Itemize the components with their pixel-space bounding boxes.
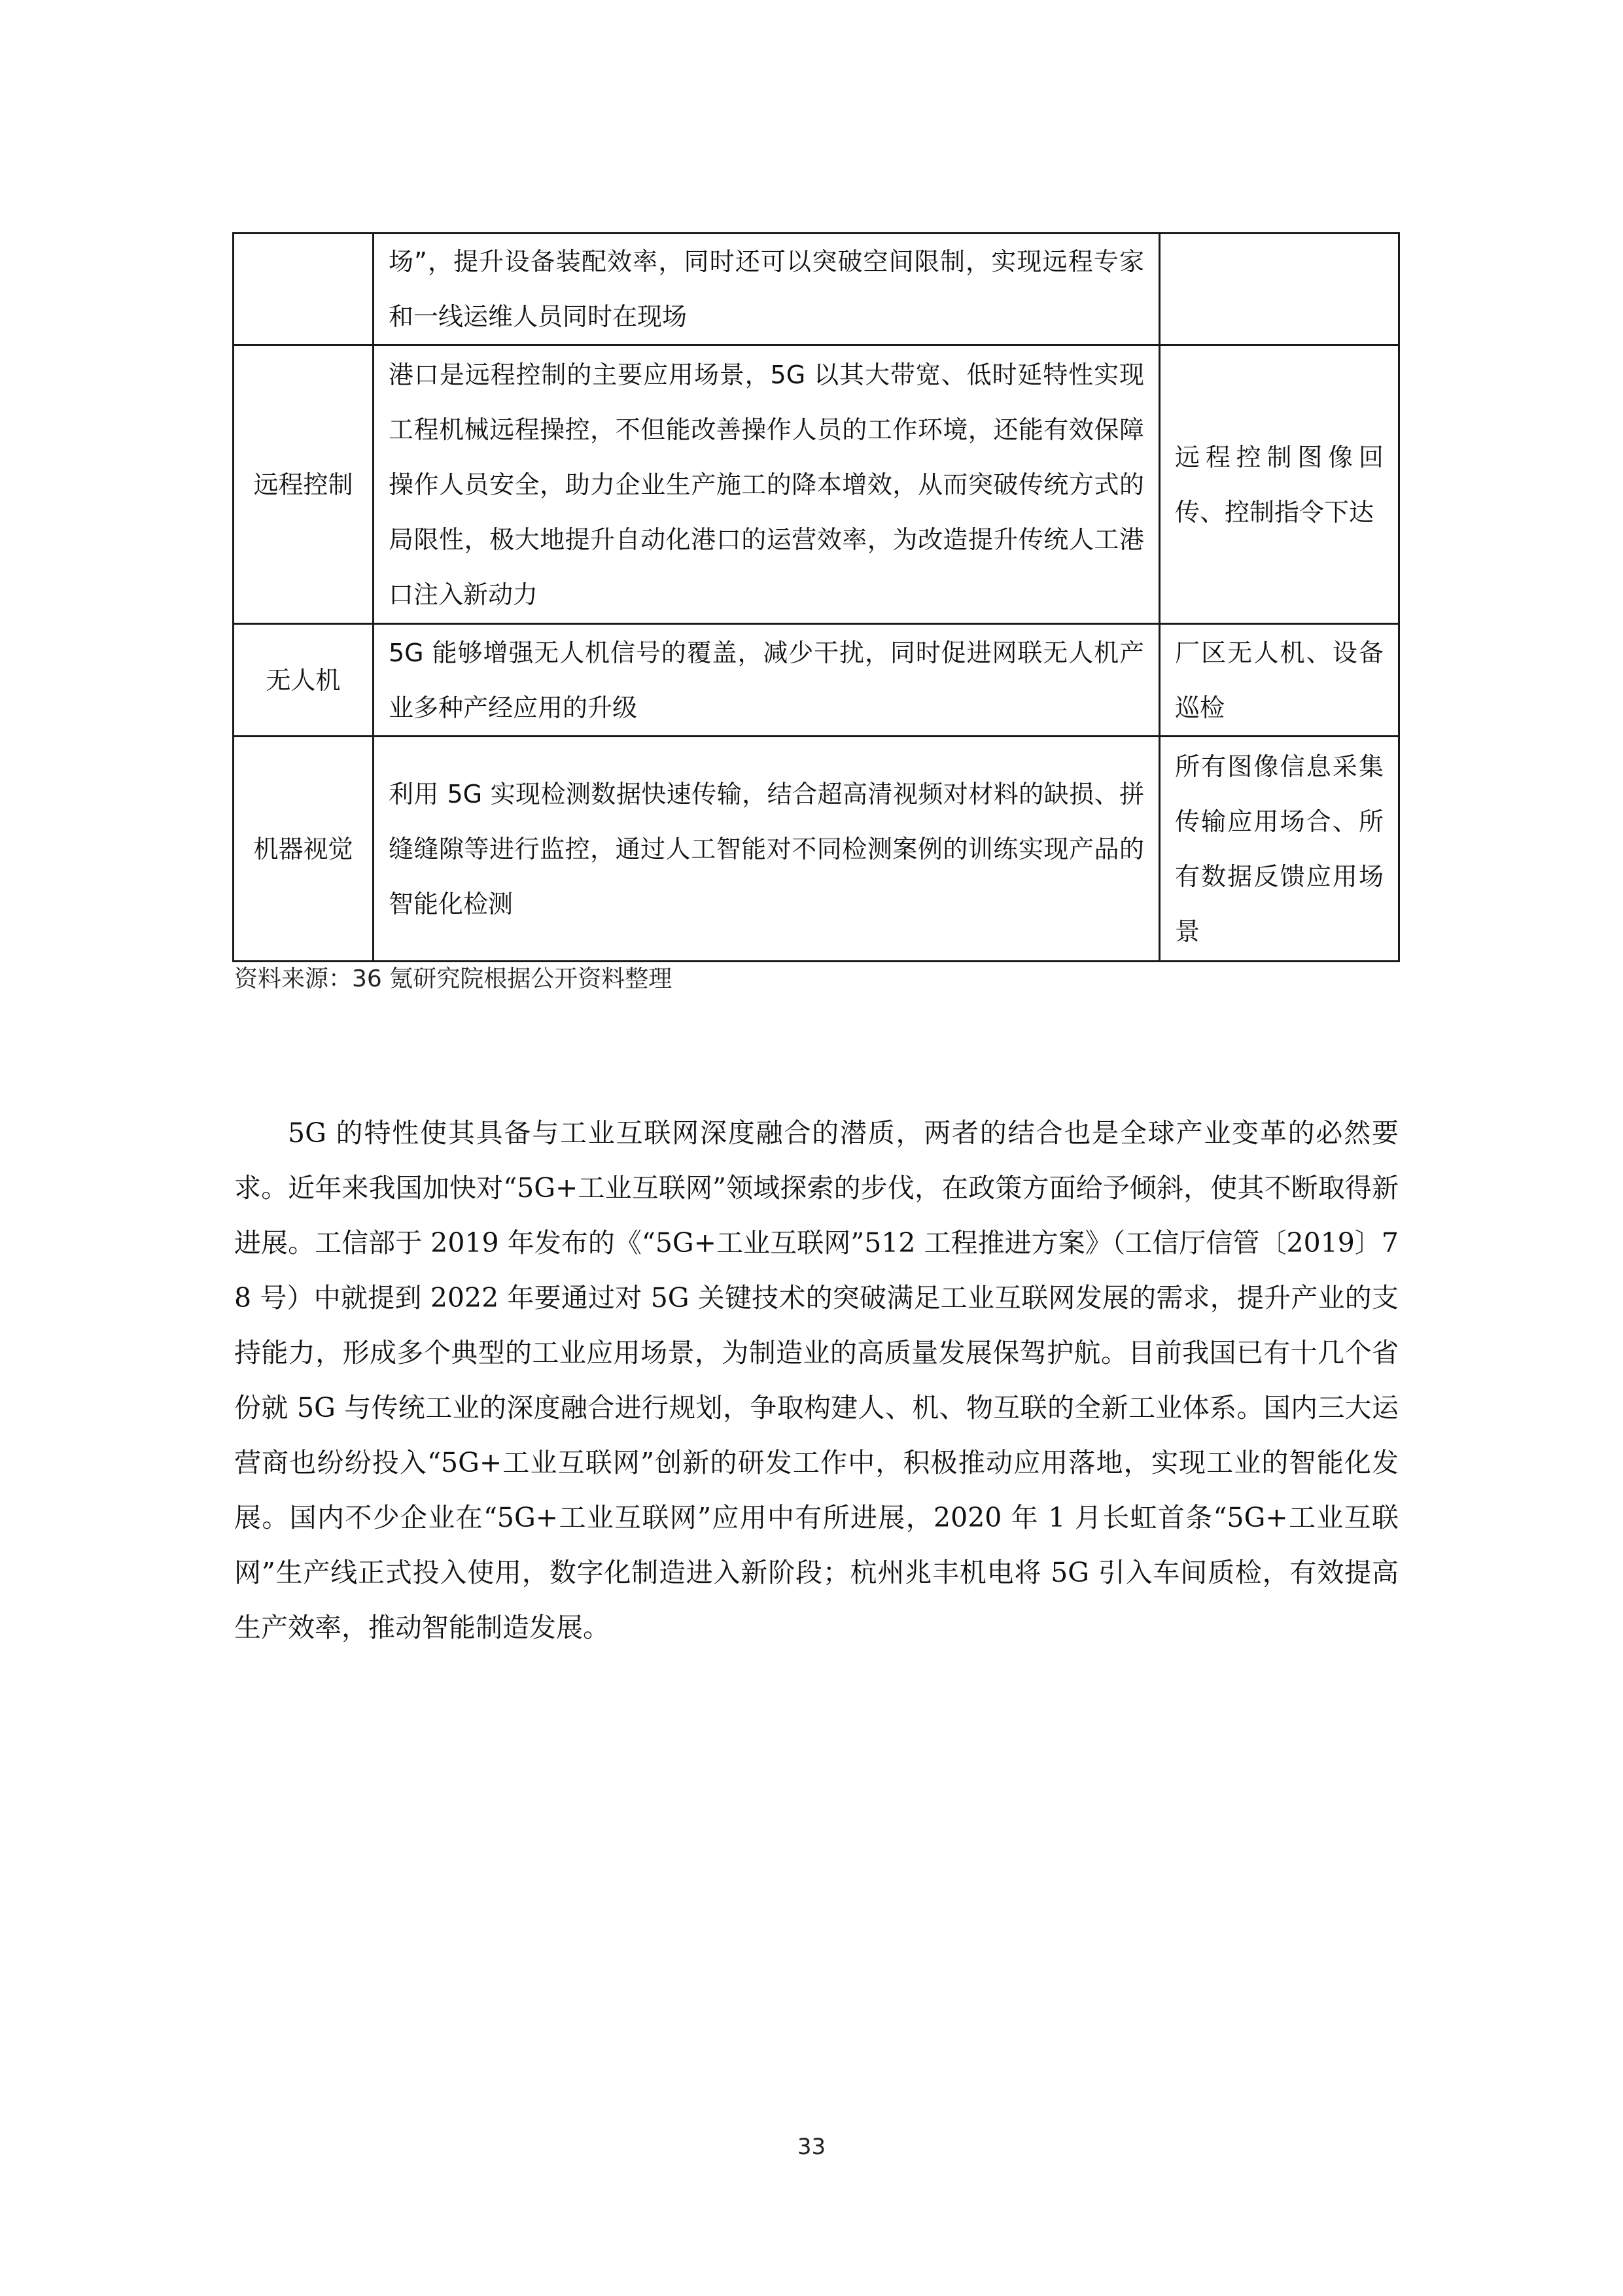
scenario-description-cell: 利用 5G 实现检测数据快速传输，结合超高清视频对材料的缺损、拼缝缝隙等进行监控，通过人工智能对不同检测案例的训练实现产品的智能化检测 — [374, 737, 1160, 962]
table-row — [234, 624, 1399, 737]
table-row — [234, 345, 1399, 624]
table-row — [234, 234, 1399, 345]
scenario-applications-cell: 厂区无人机、设备巡检 — [1160, 624, 1399, 737]
scenario-name-cell: 无人机 — [234, 624, 374, 737]
page-number: 33 — [797, 2134, 826, 2160]
body-paragraph: 5G 的特性使其具备与工业互联网深度融合的潜质，两者的结合也是全球产业变革的必然要求。近年来我国加快对“5G+工业互联网”领域探索的步伐，在政策方面给予倾斜，使其不断取得新进展。工信部于 2019 年发布的《“5G+工业互联网”512 工程推进方案》（工信厅信管〔2019〕78 号）中就提到 2022 年要通过对 5G 关键技术的突破满足工业互联网发展的需求，提升产业的支持能力，形成多个典型的工业应用场景，为制造业的高质量发展保驾护航。目前我国已有十几个省份就 5G 与传统工业的深度融合进行规划，争取构建人、机、物互联的全新工业体系。国内三大运营商也纷纷投入“5G+工业互联网”创新的研发工作中，积极推动应用落地，实现工业的智能化发展。国内不少企业在“5G+工业互联网”应用中有所进展，2020 年 1 月长虹首条“5G+工业互联网”生产线正式投入使用，数字化制造进入新阶段；杭州兆丰机电将 5G 引入车间质检，有效提高生产效率，推动智能制造发展。 — [234, 1117, 1399, 1643]
scenario-description-cell: 港口是远程控制的主要应用场景，5G 以其大带宽、低时延特性实现工程机械远程操控，不但能改善操作人员的工作环境，还能有效保障操作人员安全，助力企业生产施工的降本增效，从而突破传统方式的局限性，极大地提升自动化港口的运营效率，为改造提升传统人工港口注入新动力 — [374, 345, 1160, 624]
scenario-applications-cell: 所有图像信息采集传输应用场合、所有数据反馈应用场景 — [1160, 737, 1399, 962]
table-row — [234, 737, 1399, 962]
scenario-description-cell: 5G 能够增强无人机信号的覆盖，减少干扰，同时促进网联无人机产业多种产经应用的升级 — [374, 624, 1160, 737]
scenario-description-cell: 场”，提升设备装配效率，同时还可以突破空间限制，实现远程专家和一线运维人员同时在现场 — [374, 234, 1160, 345]
scenario-name-cell: 机器视觉 — [234, 737, 374, 962]
scenario-name-cell — [234, 234, 374, 345]
scenario-applications-cell — [1160, 234, 1399, 345]
scenario-applications-cell: 远程控制图像回传、控制指令下达 — [1160, 345, 1399, 624]
application-scenario-table — [232, 232, 1400, 962]
table-source-note: 资料来源：36 氪研究院根据公开资料整理 — [234, 965, 672, 992]
scenario-name-cell: 远程控制 — [234, 345, 374, 624]
